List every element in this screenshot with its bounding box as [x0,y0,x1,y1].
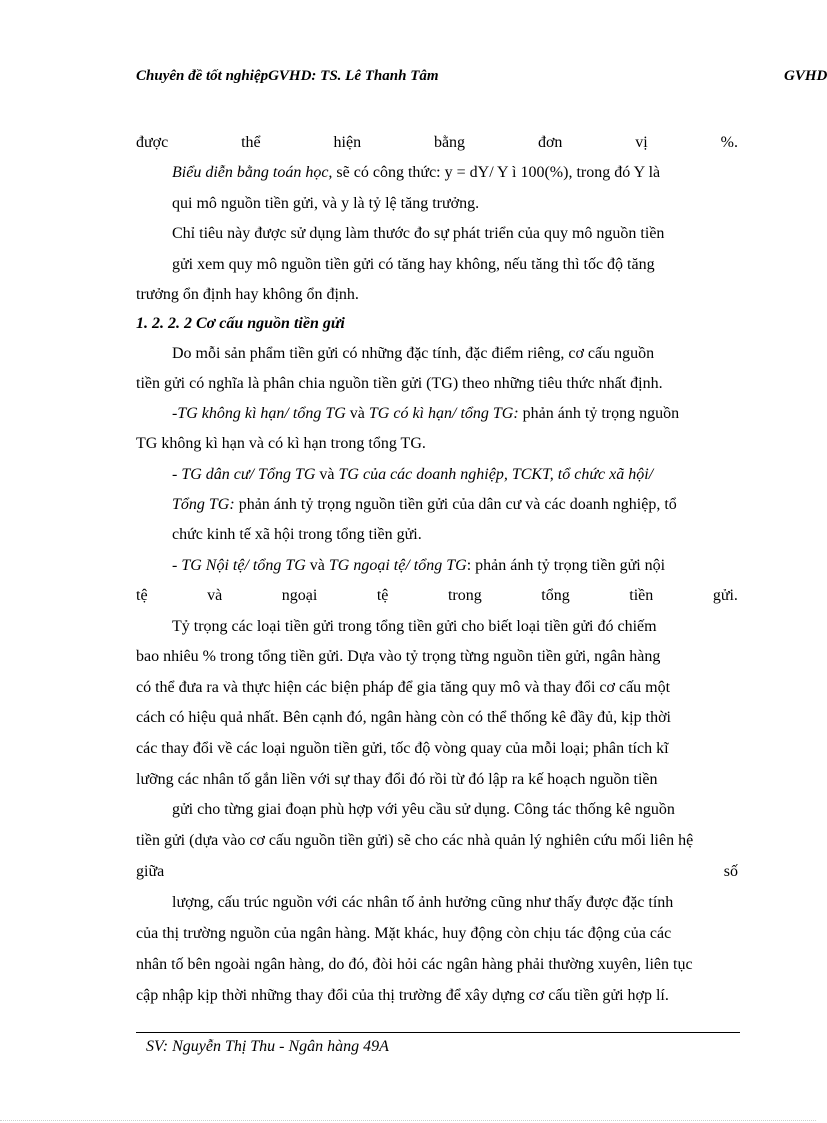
italic-phrase: - TG Nội tệ/ tổng TG [172,557,306,574]
page-footer: SV: Nguyễn Thị Thu - Ngân hàng 49A [146,1038,389,1055]
italic-phrase: TG có kì hạn/ tổng TG: [368,405,519,422]
italic-phrase: Tổng TG: [172,496,235,513]
word: ngoại [281,587,318,604]
paragraph-line: lưỡng các nhân tố gắn liền với sự thay đổi đó rồi từ đó lập ra kế hoạch nguồn tiền [136,771,658,788]
header-title: Chuyên đề tốt nghiệpGVHD: TS. Lê Thanh Tâm [136,68,439,84]
text: và [305,557,329,574]
paragraph-line: cập nhập kịp thời những thay đổi của thị trường để xây dựng cơ cấu tiền gửi hợp lí. [136,987,669,1004]
word: được [136,134,169,151]
word: tệ [376,587,389,604]
paragraph-line: gửi cho từng giai đoạn phù hợp với yêu cầu sử dụng. Công tác thống kê nguồn [172,801,675,818]
word: gửi. [712,587,738,604]
paragraph-line: tiền gửi (dựa vào cơ cấu nguồn tiền gửi) sẽ cho các nhà quản lý nghiên cứu mối liên hệ [136,832,694,849]
word: tiền [629,587,654,604]
paragraph-line [172,399,738,429]
paragraph-line: tiền gửi có nghĩa là phân chia nguồn tiền gửi (TG) theo những tiêu thức nhất định. [136,375,663,392]
word: bằng [433,134,466,151]
italic-phrase: Biểu diễn bằng toán học, [172,164,333,181]
paragraph-line: qui mô nguồn tiền gửi, và y là tỷ lệ tăng trưởng. [172,195,480,212]
paragraph-line [172,460,738,490]
text: và [345,405,369,422]
text: : phản ánh tỷ trọng tiền gửi nội [466,557,666,574]
paragraph-line [172,490,738,520]
word: %. [720,134,738,151]
word: và [207,587,223,604]
page-header [136,68,827,92]
paragraph-line: trưởng ổn định hay không ổn định. [136,286,359,303]
paragraph-line: các thay đổi về các loại nguồn tiền gửi, tốc độ vòng quay của mỗi loại; phân tích kĩ [136,740,669,757]
paragraph-line: bao nhiêu % trong tổng tiền gửi. Dựa vào tỷ trọng từng nguồn tiền gửi, ngân hàng [136,648,661,665]
paragraph-line [136,581,738,611]
italic-phrase: - TG dân cư/ Tổng TG [172,466,316,483]
paragraph-line [172,158,738,188]
paragraph-line: TG không kì hạn và có kì hạn trong tổng TG. [136,435,426,452]
paragraph-line: cách có hiệu quả nhất. Bên cạnh đó, ngân hàng còn có thể thống kê đầy đủ, kịp thời [136,709,671,726]
paragraph-line: gửi xem quy mô nguồn tiền gửi có tăng hay không, nếu tăng thì tốc độ tăng [172,256,655,273]
word: tệ [136,587,148,604]
word: hiện [333,134,362,151]
italic-phrase: TG ngoại tệ/ tổng TG [328,557,467,574]
paragraph-line [136,857,738,887]
word: đơn [537,134,563,151]
word: tổng [541,587,570,604]
page-edge [0,1120,816,1121]
paragraph-line [172,551,738,581]
text: phản ánh tỷ trọng nguồn [518,405,680,422]
text: phản ánh tỷ trọng nguồn tiền gửi của dân cư và các doanh nghiệp, tổ [234,496,677,513]
italic-phrase: TG của các doanh nghiệp, TCKT, tổ chức xã hội/ [338,466,654,483]
section-heading: 1. 2. 2. 2 Cơ cấu nguồn tiền gửi [136,315,345,332]
paragraph-line: lượng, cấu trúc nguồn với các nhân tố ảnh hưởng cũng như thấy được đặc tính [172,894,674,911]
paragraph-line: nhân tố bên ngoài ngân hàng, do đó, đòi hỏi các ngân hàng phải thường xuyên, liên tục [136,956,693,973]
paragraph-line: chức kinh tế xã hội trong tổng tiền gửi. [172,526,422,543]
text: và [315,466,339,483]
paragraph-line: có thể đưa ra và thực hiện các biện pháp để gia tăng quy mô và thay đổi cơ cấu một [136,679,671,696]
word: thể [241,134,261,151]
paragraph-line: Chỉ tiêu này được sử dụng làm thước đo sự phát triển của quy mô nguồn tiền [172,225,665,242]
paragraph-line: Do mỗi sản phẩm tiền gửi có những đặc tính, đặc điểm riêng, cơ cấu nguồn [172,345,655,362]
word: trong [447,587,482,604]
word: vị [635,134,648,151]
paragraph-line: của thị trường nguồn của ngân hàng. Mặt khác, huy động còn chịu tác động của các [136,925,672,942]
paragraph-line: Tỷ trọng các loại tiền gửi trong tổng tiền gửi cho biết loại tiền gửi đó chiếm [172,618,657,635]
header-right: GVHD [784,68,827,84]
paragraph-line [136,128,738,158]
word: giữa [136,863,165,880]
footer-divider [136,1032,740,1033]
text: sẽ có công thức: y = dY/ Y ì 100(%), trong đó Y là [332,164,661,181]
italic-phrase: -TG không kì hạn/ tổng TG [172,405,346,422]
word: số [723,863,738,880]
